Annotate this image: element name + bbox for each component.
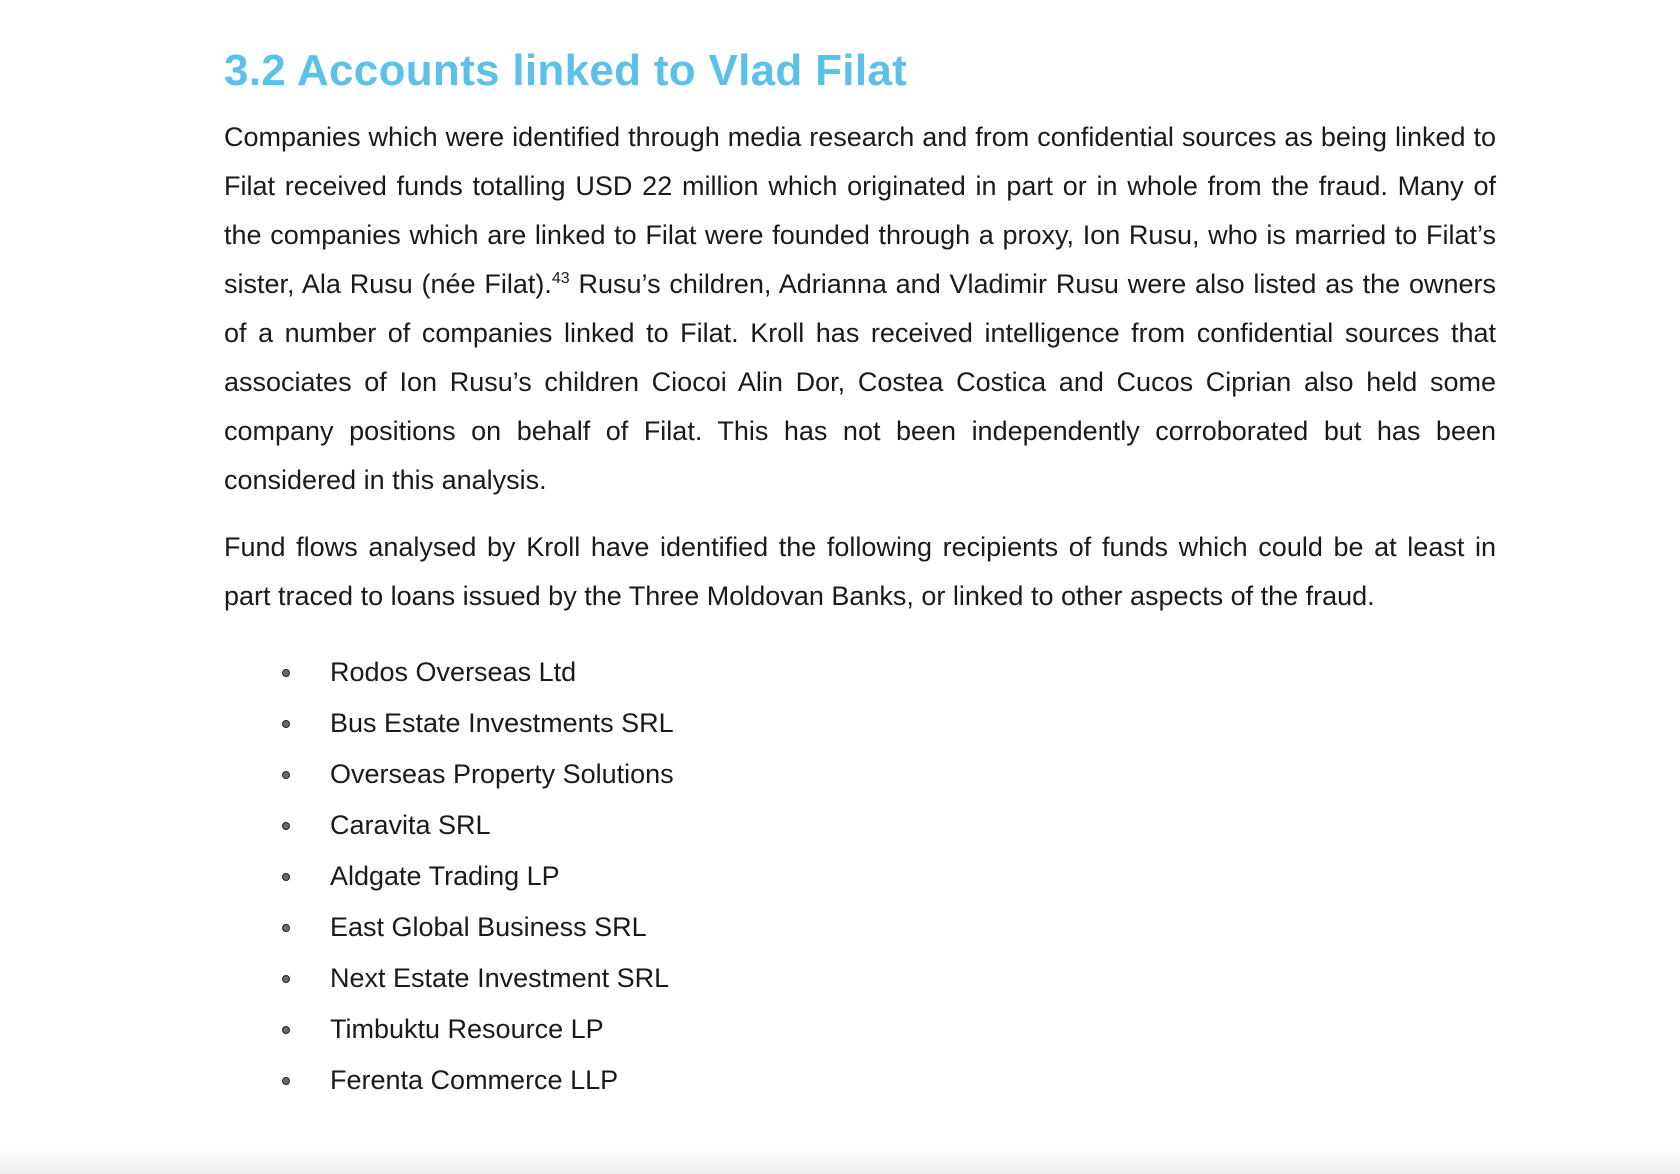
paragraph-text: Companies which were identified through media research and from confidential sources as being linked to Filat received funds totalling USD 22 million which originated in part or in whole from the fraud. Many of the companies which are linked to Filat were founded through a proxy, Ion Rusu, who is married to Filat’s sister, Ala Rusu (née Filat). (224, 122, 1496, 299)
section-content (224, 42, 1496, 1106)
company-list-item (224, 953, 1496, 1004)
company-list-item (224, 800, 1496, 851)
section-heading: 3.2 Accounts linked to Vlad Filat (224, 46, 908, 95)
company-name: Aldgate Trading LP (330, 861, 560, 891)
bullet-icon (282, 771, 290, 779)
company-name: Caravita SRL (330, 810, 491, 840)
bullet-icon (282, 873, 290, 881)
company-name: Bus Estate Investments SRL (330, 708, 674, 738)
bullet-icon (282, 1026, 290, 1034)
company-name: Ferenta Commerce LLP (330, 1065, 619, 1095)
footnote-reference[interactable]: 43 (551, 270, 570, 287)
company-list-item (224, 1004, 1496, 1055)
company-list-item (224, 902, 1496, 953)
company-list-item (224, 1055, 1496, 1106)
bullet-icon (282, 720, 290, 728)
paragraph-text: Rusu’s children, Adrianna and Vladimir Rusu were also listed as the owners of a number of companies linked to Filat. Kroll has received intelligence from confidential sources that associates of Ion Rusu’s children Ciocoi Alin Dor, Costea Costica and Cucos Ciprian also held some company positions on behalf of Filat. This has not been independently corroborated but has been considered in this analysis. (224, 269, 1496, 495)
bullet-icon (282, 1077, 290, 1085)
bullet-icon (282, 975, 290, 983)
company-name: Overseas Property Solutions (330, 759, 674, 789)
company-name: Next Estate Investment SRL (330, 963, 670, 993)
company-name: Timbuktu Resource LP (330, 1014, 604, 1044)
paragraph-linked-companies (224, 113, 1496, 505)
company-list-item (224, 749, 1496, 800)
company-list (224, 647, 1496, 1106)
bullet-icon (282, 822, 290, 830)
company-list-item (224, 851, 1496, 902)
page-bottom-edge (0, 1148, 1680, 1174)
company-name: Rodos Overseas Ltd (330, 657, 577, 687)
paragraph-fund-flows: Fund flows analysed by Kroll have identified the following recipients of funds which could be at least in part traced to loans issued by the Three Moldovan Banks, or linked to other aspects of the fraud. (224, 532, 1496, 611)
company-list-item (224, 698, 1496, 749)
company-list-item (224, 647, 1496, 698)
bullet-icon (282, 924, 290, 932)
bullet-icon (282, 669, 290, 677)
company-name: East Global Business SRL (330, 912, 647, 942)
